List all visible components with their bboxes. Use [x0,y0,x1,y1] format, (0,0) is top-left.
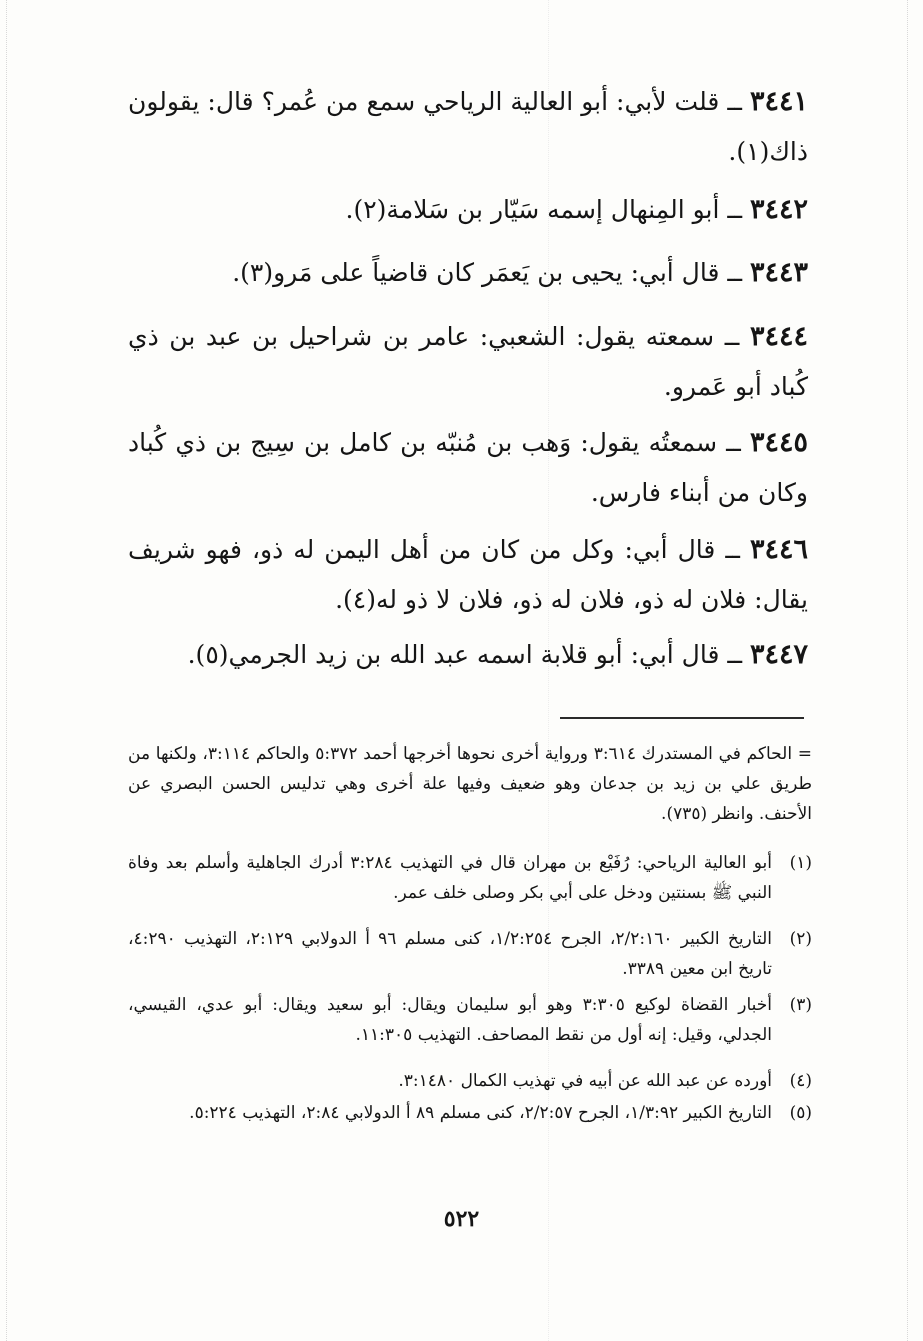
page-number: ٥٢٢ [443,1206,480,1232]
entry-dash: ــ [727,195,743,224]
footnote-number: (٢) [789,929,812,949]
footnote-2 [128,924,812,984]
entry-text: أبو المِنهال إسمه سَيّار بن سَلامة(٢). [345,195,720,224]
footnote-3 [128,990,812,1050]
footnote-text: التاريخ الكبير ١/٣:٩٢، الجرح ٢/٢:٥٧، كنى مسلم ٨٩ أ الدولابي ٢:٨٤، التهذيب ٥:٢٢٤. [189,1103,772,1123]
entry-dash: ــ [727,258,743,287]
footnote-text: أورده عن عبد الله عن أبيه في تهذيب الكمال ٣:١٤٨٠. [398,1071,772,1091]
footnote-number: (١) [789,853,812,873]
footnote-separator [560,717,804,719]
entry-3446 [128,525,808,625]
entry-number: ٣٤٤١ [749,86,808,117]
footnote-5 [128,1098,812,1128]
entry-text: قال أبي: يحيى بن يَعمَر كان قاضياً على مَرو(٣). [232,258,720,287]
entry-text: سمعته يقول: الشعبي: عامر بن شراحيل بن عبد بن ذي كُباد أبو عَمرو. [128,322,808,401]
entry-number: ٣٤٤٥ [749,427,808,458]
entry-dash: ــ [727,640,743,669]
scan-edge-left [6,0,8,1341]
footnote-4 [128,1066,812,1096]
footnote-1 [128,848,812,908]
entry-text: قال أبي: وكل من كان من أهل اليمن له ذو، فهو شريف يقال: فلان له ذو، فلان له ذو، فلان لا ذو له(٤). [128,535,808,614]
entry-text: سمعتُه يقول: وَهب بن مُنبّه بن كامل بن سِيج بن ذي كُباد وكان من أبناء فارس. [128,428,808,507]
footnote-text: أبو العالية الرياحي: رُفَيْع بن مهران قال في التهذيب ٣:٢٨٤ أدرك الجاهلية وأسلم بعد وفاة النبي ﷺ بسنتين ودخل على أبي بكر وصلى خلف عمر. [128,853,772,903]
entry-text: قال أبي: أبو قلابة اسمه عبد الله بن زيد الجرمي(٥). [187,640,720,669]
entry-3442 [128,185,808,235]
footnote-text: التاريخ الكبير ٢/٢:١٦٠، الجرح ١/٢:٢٥٤، كنى مسلم ٩٦ أ الدولابي ٢:١٢٩، التهذيب ٤:٢٩٠، تاريخ ابن معين ٣٣٨٩. [128,929,772,979]
entry-number: ٣٤٤٣ [749,257,808,288]
entry-3443 [128,248,808,298]
entry-number: ٣٤٤٧ [749,639,808,670]
footnote-number: (٣) [789,995,812,1015]
entry-3441 [128,77,808,177]
entry-dash: ــ [726,428,741,457]
entry-text: قلت لأبي: أبو العالية الرياحي سمع من عُمر؟ قال: يقولون ذاك(١). [128,87,808,166]
entry-dash: ــ [724,322,740,351]
entry-number: ٣٤٤٤ [749,321,808,352]
scan-edge-right [907,0,909,1341]
footnote-number: (٤) [789,1071,812,1091]
entry-3447 [128,630,808,680]
footnote-number: (٥) [789,1103,812,1123]
entry-3444 [128,312,808,412]
entry-dash: ــ [725,535,740,564]
footnote-continuation: = الحاكم في المستدرك ٣:٦١٤ ورواية أخرى نحوها أخرجها أحمد ٥:٣٧٢ والحاكم ٣:١١٤، ولكنها من طريق علي بن زيد بن جدعان وهو ضعيف وفيها علة أخرى وهي تدليس الحسن البصري عن الأحنف. وانظر (٧٣٥). [128,744,813,824]
entry-dash: ــ [727,87,742,116]
entry-number: ٣٤٤٦ [750,534,809,565]
entry-3445 [128,418,808,518]
footnote-text: أخبار القضاة لوكيع ٣:٣٠٥ وهو أبو سليمان ويقال: أبو سعيد ويقال: أبو عدي، القيسي، الجدلي، وقيل: إنه أول من نقط المصاحف. التهذيب ١١:٣٠٥. [128,995,772,1045]
entry-number: ٣٤٤٢ [749,194,808,225]
